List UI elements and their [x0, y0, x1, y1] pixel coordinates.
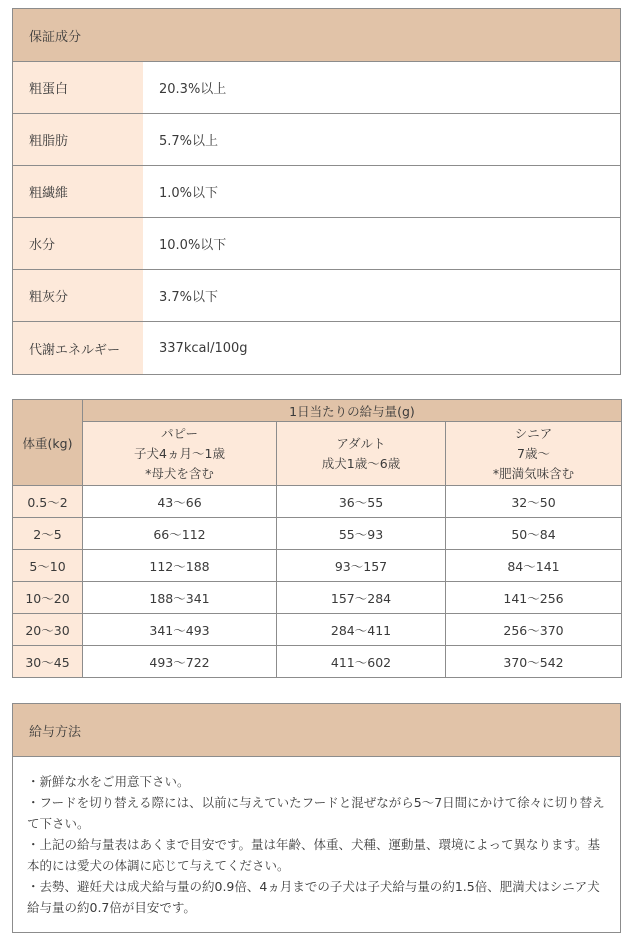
column-header-line: 成犬1歳〜6歳: [321, 455, 401, 471]
column-header-line: *母犬を含む: [145, 465, 214, 481]
feeding-method-body: [13, 757, 620, 918]
row-label: 粗繊維: [13, 166, 143, 217]
column-header-adult: [277, 422, 446, 486]
row-value: 5.7%以上: [159, 134, 219, 149]
amount-cell: 36〜55: [277, 486, 446, 518]
amount-cell: 256〜370: [446, 614, 622, 646]
guaranteed-analysis-title-text: 保証成分: [29, 29, 82, 45]
amount-cell: 43〜66: [83, 486, 277, 518]
table-row: [13, 62, 620, 114]
weight-cell: 20〜30: [13, 614, 83, 646]
row-label: 水分: [13, 218, 143, 269]
amount-cell: 493〜722: [83, 646, 277, 678]
amount-cell: 50〜84: [446, 518, 622, 550]
header-row: [13, 422, 622, 486]
table-row: [13, 518, 622, 550]
list-item: ・上記の給与量表はあくまで目安です。量は年齢、体重、犬種、運動量、環境によって異なります。基本的には愛犬の体調に応じて与えてください。: [27, 837, 601, 873]
column-header-line: パピー: [160, 425, 198, 441]
list-item: ・フードを切り替える際には、以前に与えていたフードと混ぜながら5〜7日間にかけて徐々に切り替えて下さい。: [27, 795, 605, 831]
column-header-line: *肥満気味含む: [492, 465, 575, 481]
table-row: [13, 322, 620, 374]
feeding-amount-table: [12, 399, 622, 678]
table-row: [13, 218, 620, 270]
daily-amount-header: 1日当たりの給与量(g): [83, 400, 622, 422]
row-label: 粗蛋白: [13, 62, 143, 113]
table-row: [13, 550, 622, 582]
row-label: 粗灰分: [13, 270, 143, 321]
amount-cell: 55〜93: [277, 518, 446, 550]
amount-cell: 66〜112: [83, 518, 277, 550]
weight-cell: 5〜10: [13, 550, 83, 582]
table-row: [13, 166, 620, 218]
amount-cell: 93〜157: [277, 550, 446, 582]
amount-cell: 157〜284: [277, 582, 446, 614]
row-label: 代謝エネルギー: [13, 322, 143, 374]
row-value: 20.3%以上: [159, 82, 227, 97]
list-item: ・新鮮な水をご用意下さい。: [27, 774, 190, 789]
table-row: [13, 582, 622, 614]
feeding-method-title: [13, 704, 620, 757]
column-header-line: 7歳〜: [517, 445, 550, 461]
row-label: 粗脂肪: [13, 114, 143, 165]
amount-cell: 188〜341: [83, 582, 277, 614]
amount-cell: 370〜542: [446, 646, 622, 678]
column-header-line: 子犬4ヵ月〜1歳: [134, 445, 225, 461]
guaranteed-analysis-table: [12, 8, 621, 375]
list-item: ・去勢、避妊犬は成犬給与量の約0.9倍、4ヵ月までの子犬は子犬給与量の約1.5倍、肥満犬はシニア犬給与量の約0.7倍が目安です。: [27, 879, 600, 915]
table-row: [13, 270, 620, 322]
column-header-puppy: [83, 422, 277, 486]
amount-cell: 341〜493: [83, 614, 277, 646]
table-row: [13, 486, 622, 518]
column-header-line: シニア: [514, 425, 553, 441]
header-row: [13, 400, 622, 422]
row-value: 337kcal/100g: [159, 340, 248, 356]
weight-cell: 2〜5: [13, 518, 83, 550]
amount-cell: 141〜256: [446, 582, 622, 614]
column-header-senior: [446, 422, 622, 486]
amount-cell: 32〜50: [446, 486, 622, 518]
row-value: 10.0%以下: [159, 238, 227, 253]
feeding-method-title-text: 給与方法: [29, 724, 82, 740]
guaranteed-analysis-title: [13, 9, 620, 62]
amount-cell: 112〜188: [83, 550, 277, 582]
amount-cell: 84〜141: [446, 550, 622, 582]
table-row: [13, 646, 622, 678]
table-row: [13, 614, 622, 646]
table-row: [13, 114, 620, 166]
weight-cell: 10〜20: [13, 582, 83, 614]
column-header-line: アダルト: [336, 435, 386, 451]
amount-cell: 411〜602: [277, 646, 446, 678]
row-value: 3.7%以下: [159, 290, 219, 305]
amount-cell: 284〜411: [277, 614, 446, 646]
weight-cell: 0.5〜2: [13, 486, 83, 518]
row-value: 1.0%以下: [159, 186, 219, 201]
weight-cell: 30〜45: [13, 646, 83, 678]
feeding-method-box: [12, 703, 621, 933]
weight-header: 体重(kg): [13, 400, 83, 486]
